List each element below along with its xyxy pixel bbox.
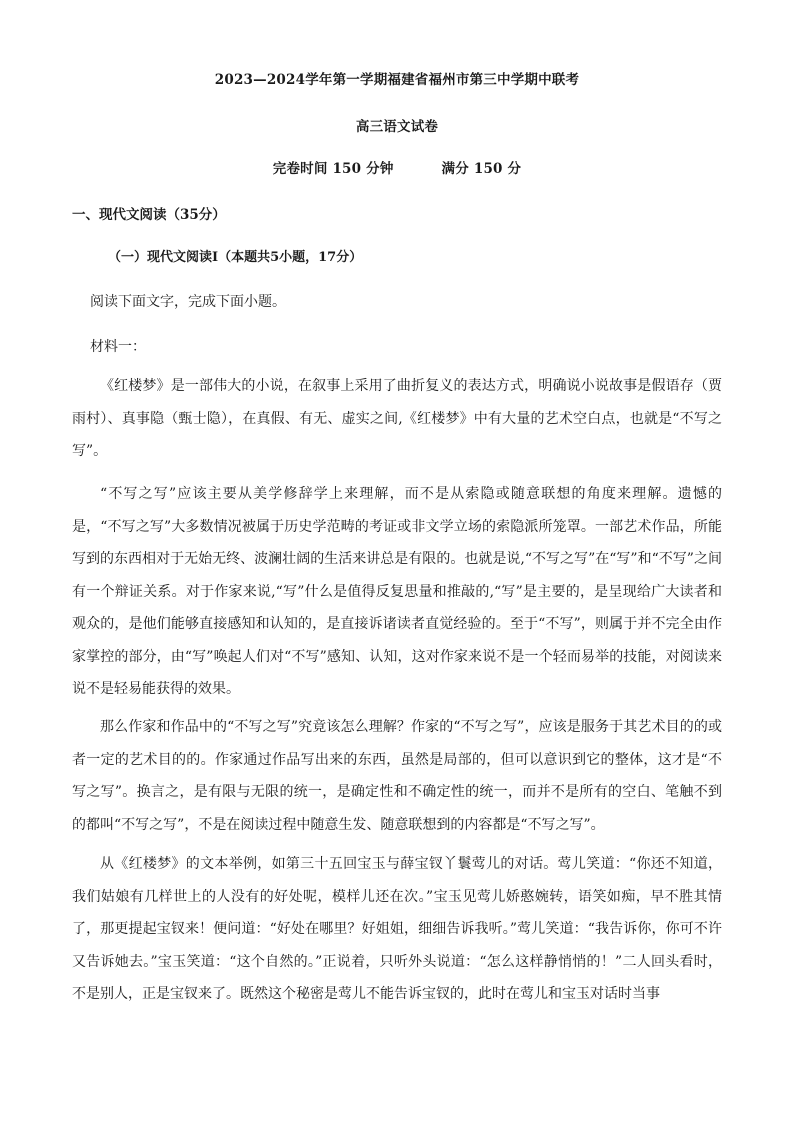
paragraph-4 xyxy=(72,848,722,1011)
exam-title: 2023—2024学年第一学期福建省福州市第三中学期中联考 xyxy=(214,72,580,88)
subsection-heading: （一）现代文阅读Ⅰ（本题共5小题，17分） xyxy=(108,250,363,265)
paragraph-text: “不写之写”应该主要从美学修辞学上来理解，而不是从索隐或随意联想的角度来理解。遗憾的是，“不写之写”大多数情况被属于历史学范畴的考证或非文学立场的索隐派所笼罩。一部艺术作品，所能写到的东西相对于无始无终、波澜壮阔的生活来讲总是有限的。也就是说,“不写之写”在“写”和“不写”之间有一个辩证关系。对于作家来说,“写”什么是值得反复思量和推敲的,“写”是主要的，是呈现给广大读者和观众的，是他们能够直接感知和认知的，是直接诉诸读者直觉经验的。至于“不写”，则属于并不完全由作家掌控的部分，由“写”唤起人们对“不写”感知、认知，这对作家来说不是一个轻而易举的技能，对阅读来说不是轻易能获得的效果。 xyxy=(72,486,722,697)
paragraph-text: 那么作家和作品中的“不写之写”究竟该怎么理解？作家的“不写之写”，应该是服务于其艺术目的的或者一定的艺术目的的。作家通过作品写出来的东西，虽然是局部的，但可以意识到它的整体，这才是“不写之写”。换言之，是有限与无限的统一，是确定性和不确定性的统一，而并不是所有的空白、笔触不到的都叫“不写之写”，不是在阅读过程中随意生发、随意联想到的内容都是“不写之写”。 xyxy=(72,719,722,833)
section-heading: 一、现代文阅读（35分） xyxy=(72,207,226,223)
paragraph-2 xyxy=(72,478,722,706)
paragraph-text: 从《红楼梦》的文本举例，如第三十五回宝玉与薛宝钗丫鬟莺儿的对话。莺儿笑道：“你还不知道，我们姑娘有几样世上的人没有的好处呢，模样儿还在次。”宝玉见莺儿娇憨婉转，语笑如痴，早不胜其情了，那更提起宝钗来！便问道：“好处在哪里？好姐姐，细细告诉我听。”莺儿笑道：“我告诉你，你可不许又告诉她去。”宝玉笑道：“这个自然的。”正说着，只听外头说道：“怎么这样静悄悄的！”二人回头看时，不是别人，正是宝钗来了。既然这个秘密是莺儿不能告诉宝钗的，此时在莺儿和宝玉对话时当事 xyxy=(72,856,722,1002)
exam-info xyxy=(0,157,794,177)
exam-full-score: 满分 150 分 xyxy=(441,161,522,177)
reading-instruction: 阅读下面文字，完成下面小题。 xyxy=(90,294,286,310)
exam-duration: 完卷时间 150 分钟 xyxy=(272,161,394,177)
paragraph-text: 《红楼梦》是一部伟大的小说，在叙事上采用了曲折复义的表达方式，明确说小说故事是假语存（贾雨村）、真事隐（甄士隐），在真假、有无、虚实之间,《红楼梦》中有大量的艺术空白点，也就是“不写之写”。 xyxy=(72,378,722,459)
material-label: 材料一： xyxy=(90,339,146,355)
paragraph-1 xyxy=(72,370,722,468)
paper-title: 高三语文试卷 xyxy=(355,119,439,135)
paragraph-3 xyxy=(72,711,722,841)
